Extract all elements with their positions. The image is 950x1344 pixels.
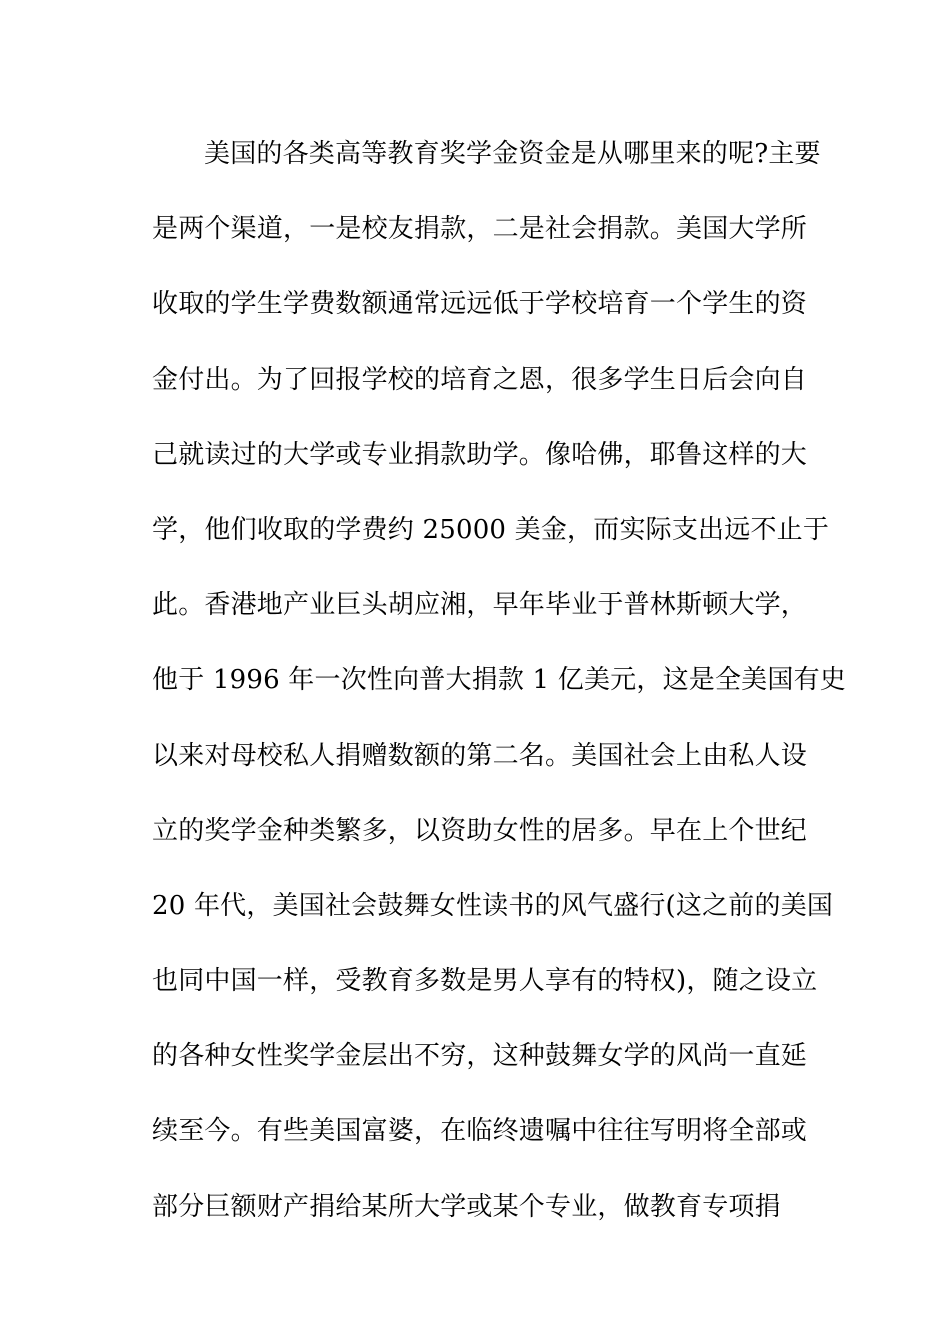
text-line-6: 学，他们收取的学费约 25000 美金，而实际支出远不止于	[152, 514, 830, 545]
text-line-2: 是两个渠道，一是校友捐款，二是社会捐款。美国大学所	[152, 214, 808, 245]
text-line-10: 立的奖学金种类繁多，以资助女性的居多。早在上个世纪	[152, 815, 808, 846]
text-line-9: 以来对母校私人捐赠数额的第二名。美国社会上由私人设	[152, 740, 808, 771]
body-paragraph	[152, 132, 846, 1260]
text-line-14: 续至今。有些美国富婆，在临终遗嘱中往往写明将全部或	[152, 1116, 808, 1147]
text-line-4: 金付出。为了回报学校的培育之恩，很多学生日后会向自	[152, 364, 808, 395]
text-line-5: 己就读过的大学或专业捐款助学。像哈佛，耶鲁这样的大	[152, 439, 808, 470]
text-line-3: 收取的学生学费数额通常远远低于学校培育一个学生的资	[152, 289, 808, 320]
text-line-11: 20 年代，美国社会鼓舞女性读书的风气盛行(这之前的美国	[152, 890, 834, 921]
text-line-12: 也同中国一样，受教育多数是男人享有的特权)，随之设立	[152, 966, 818, 997]
text-line-8: 他于 1996 年一次性向普大捐款 1 亿美元，这是全美国有史	[152, 665, 846, 696]
text-line-13: 的各种女性奖学金层出不穷，这种鼓舞女学的风尚一直延	[152, 1041, 808, 1072]
text-line-7: 此。香港地产业巨头胡应湘，早年毕业于普林斯顿大学，	[152, 590, 808, 621]
text-line-15: 部分巨额财产捐给某所大学或某个专业，做教育专项捐	[152, 1191, 781, 1222]
text-line-1: 美国的各类高等教育奖学金资金是从哪里来的呢?主要	[204, 139, 821, 169]
